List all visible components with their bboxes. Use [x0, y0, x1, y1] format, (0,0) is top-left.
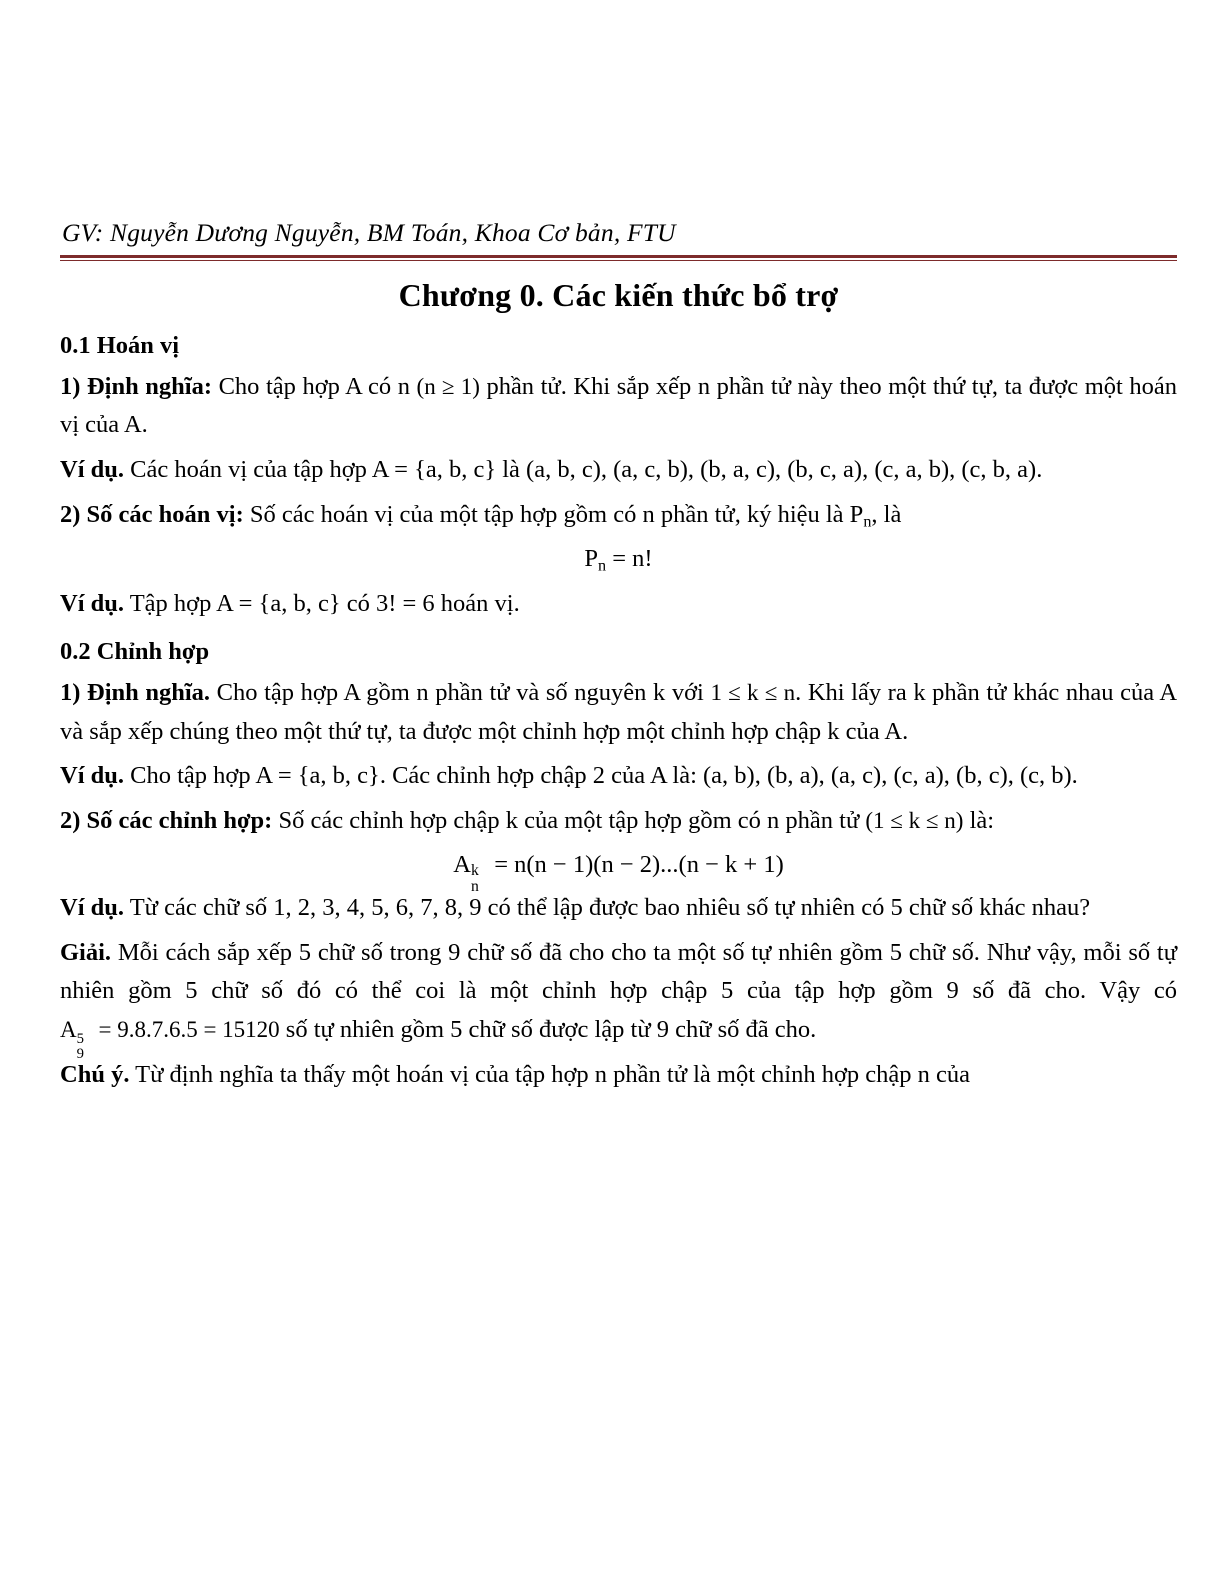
text-definition-2a: Cho tập hợp A gồm n phần tử và số nguyên k với	[216, 678, 704, 706]
formula-pn-rest: = n!	[606, 544, 653, 572]
formula-pn-sub: n	[598, 557, 607, 575]
section-heading-0-1: 0.1 Hoán vị	[60, 331, 180, 359]
text-solution-b: số tự nhiên gồm 5 chữ số được lập từ 9 chữ số đã cho.	[285, 1015, 817, 1043]
math-a95-value	[60, 1016, 280, 1062]
page-header-author: GV: Nguyễn Dương Nguyễn, BM Toán, Khoa Cơ bản, FTU	[62, 218, 676, 247]
label-count-permutations: 2) Số các hoán vị:	[60, 500, 244, 528]
paragraph-example-permutation-1	[60, 451, 1177, 490]
subscript-n: n	[863, 513, 872, 531]
label-note: Chú ý.	[60, 1060, 130, 1088]
label-count-arrangements: 2) Số các chỉnh hợp:	[60, 807, 273, 835]
paragraph-note	[60, 1056, 1177, 1095]
text-note: Từ định nghĩa ta thấy một hoán vị của tập hợp n phần tử là một chỉnh hợp chập n của	[135, 1060, 971, 1088]
text-count-permutations-b: , là	[871, 500, 902, 528]
text-definition-1a: Cho tập hợp A có n	[218, 372, 410, 400]
paragraph-solution	[60, 934, 1178, 1062]
text-example-3: Cho tập hợp A = {a, b, c}. Các chỉnh hợp chập 2 của A là: (a, b), (b, a), (a, c), (c, a), (b, c), (c, b).	[130, 762, 1078, 790]
math-1-le-k-le-n: 1 ≤ k ≤ n	[710, 679, 796, 705]
text-example-1: Các hoán vị của tập hợp A = {a, b, c} là (a, b, c), (a, c, b), (b, a, c), (b, c, a), (c, a, b), (c, b, a).	[130, 456, 1043, 483]
text-count-arrangements-b: là:	[969, 807, 995, 835]
header-divider	[60, 255, 1177, 261]
label-solution: Giải.	[60, 938, 112, 966]
text-definition-1b: phần tử. Khi sắp xếp n phần tử này theo một thứ tự, ta được một hoán vị của A.	[60, 372, 1178, 439]
text-solution-a: Mỗi cách sắp xếp 5 chữ số trong 9 chữ số đã cho cho ta một số tự nhiên gồm 5 chữ số. Như vậy, mỗi số tự nhiên gồm 5 chữ số đó có thể coi là một chỉnh hợp chập 5 của tập hợp gồm 9 số đã cho. Vậy có	[60, 938, 1178, 1005]
formula-ank-sub: n	[470, 878, 479, 896]
formula-pn-factorial	[60, 545, 1177, 576]
label-definition-2: 1) Định nghĩa.	[60, 678, 211, 706]
formula-ank-sup: k	[470, 862, 479, 880]
paragraph-definition-permutation	[60, 368, 1177, 445]
label-example-4: Ví dụ.	[60, 893, 125, 921]
text-count-arrangements-a: Số các chỉnh hợp chập k của một tập hợp gồm có n phần tử	[278, 807, 860, 835]
formula-ank-base: A	[453, 850, 471, 878]
paragraph-definition-arrangement	[60, 674, 1177, 751]
math-a95-sub: 9	[76, 1045, 84, 1062]
label-example-1: Ví dụ.	[60, 456, 125, 483]
math-n-ge-1: (n ≥ 1)	[416, 373, 480, 399]
text-example-4: Từ các chữ số 1, 2, 3, 4, 5, 6, 7, 8, 9 có thể lập được bao nhiêu số tự nhiên có 5 chữ số khác nhau?	[129, 893, 1091, 921]
text-example-2: Tập hợp A = {a, b, c} có 3! = 6 hoán vị.	[129, 590, 520, 618]
label-definition-1: 1) Định nghĩa:	[60, 372, 213, 400]
math-a95-rest: = 9.8.7.6.5 = 15120	[92, 1016, 280, 1042]
paragraph-example-arrangement-2	[60, 889, 1177, 928]
text-count-permutations-a: Số các hoán vị của một tập hợp gồm có n phần tử, ký hiệu là P	[249, 500, 864, 528]
paragraph-count-permutations	[60, 496, 1177, 535]
paragraph-example-permutation-2	[60, 585, 1177, 624]
label-example-2: Ví dụ.	[60, 590, 125, 618]
paragraph-count-arrangements	[60, 802, 1177, 841]
math-1-le-k-le-n-paren: (1 ≤ k ≤ n)	[865, 808, 964, 834]
label-example-3: Ví dụ.	[60, 762, 125, 790]
section-heading-0-2: 0.2 Chỉnh hợp	[60, 637, 210, 665]
formula-ank-rest: = n(n − 1)(n − 2)...(n − k + 1)	[488, 850, 784, 878]
math-a95-sup: 5	[76, 1030, 84, 1047]
formula-ank	[60, 850, 1177, 896]
page-title: Chương 0. Các kiến thức bổ trợ	[398, 276, 839, 313]
text-definition-2b: . Khi lấy ra k phần tử khác nhau của A và sắp xếp chúng theo một thứ tự, ta được một chỉnh hợp một chỉnh hợp chập k của A.	[60, 678, 1178, 745]
paragraph-example-arrangement-1	[60, 757, 1177, 796]
math-a95-base: A	[60, 1016, 77, 1042]
formula-pn-base: P	[584, 544, 599, 572]
